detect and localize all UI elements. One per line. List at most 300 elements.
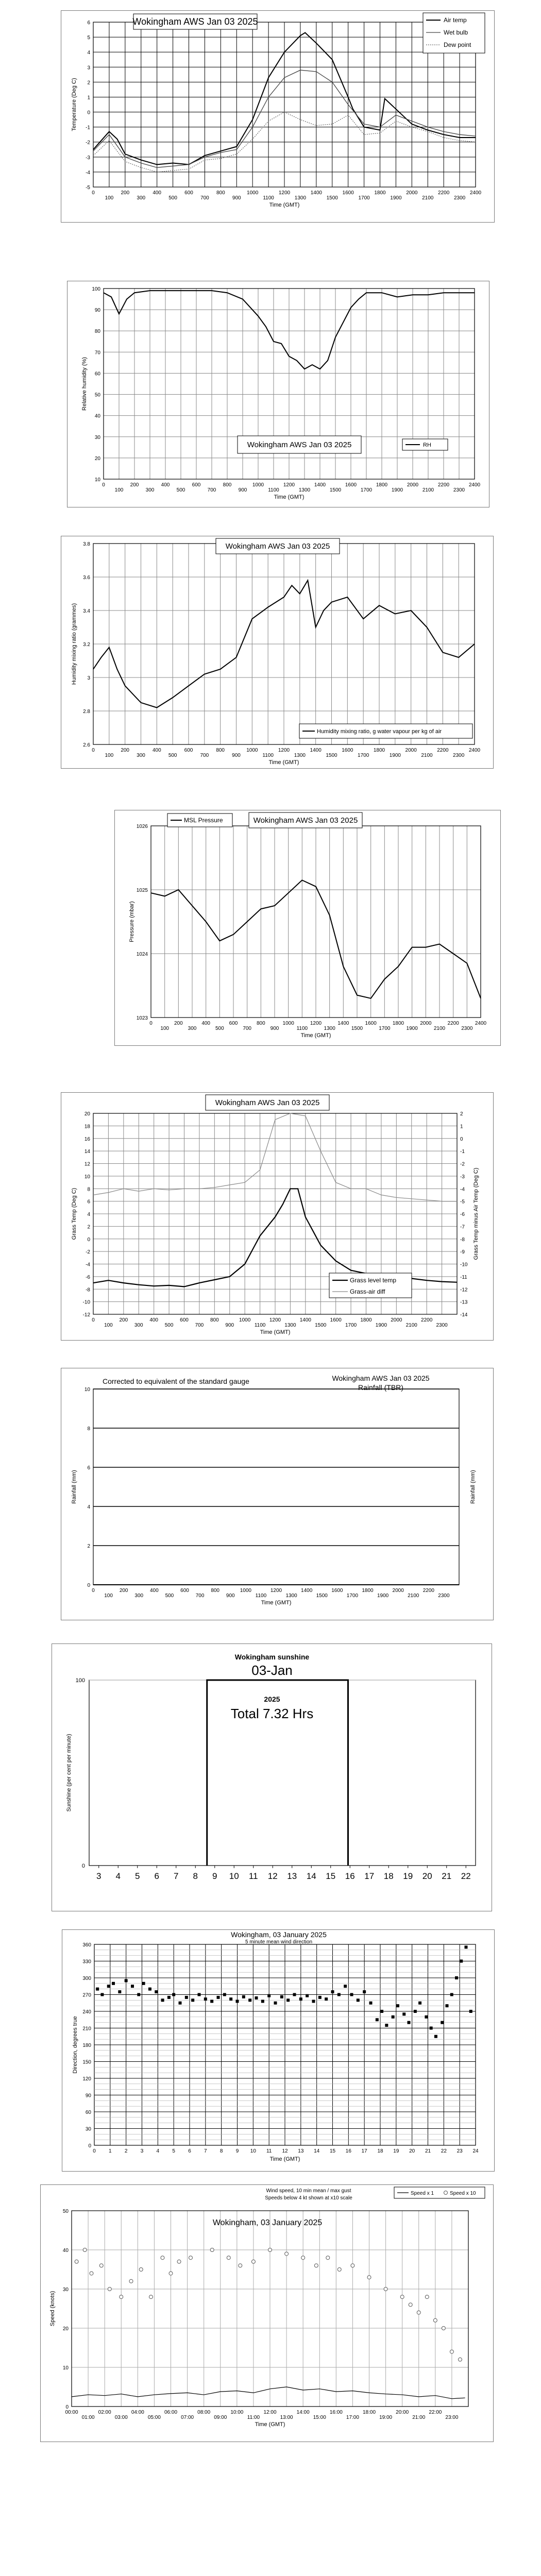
- y-tick-label: 0: [87, 110, 90, 116]
- chart-note: Speeds below 4 kt shown at x10 scale: [265, 2195, 352, 2201]
- chart-note: Corrected to equivalent of the standard gauge: [103, 1377, 249, 1385]
- y-tick-label: 4: [87, 50, 90, 56]
- direction-point: [100, 1993, 104, 1996]
- x-tick-label: 300: [137, 195, 146, 201]
- y-tick-label: 6: [87, 1465, 90, 1471]
- direction-point: [380, 2010, 383, 2013]
- x-tick-label: 1500: [316, 1593, 328, 1599]
- direction-point: [385, 2024, 388, 2027]
- x-tick-label: 1500: [315, 1323, 327, 1328]
- sunshine-chart-panel: [52, 1643, 492, 1911]
- y-tick-label: 330: [82, 1959, 91, 1965]
- speed-x10-point: [367, 2276, 371, 2279]
- direction-point: [299, 1997, 302, 2001]
- y-tick-label: 8: [87, 1187, 90, 1193]
- x-tick-label: 900: [226, 1593, 235, 1599]
- x-tick-label: 300: [134, 1593, 144, 1599]
- x-tick-label: 0: [92, 1588, 95, 1594]
- x-tick-label: 0: [92, 1317, 95, 1323]
- x-tick-label: 1900: [390, 195, 402, 201]
- x-tick-label: 1700: [358, 195, 370, 201]
- x-tick-label: 1300: [285, 1593, 297, 1599]
- x-tick-label: 2300: [436, 1323, 448, 1328]
- x-tick-label: 0: [149, 1021, 153, 1026]
- x-tick-label: 18: [377, 2148, 383, 2154]
- y-axis-label: Rainfall (mm): [71, 1470, 77, 1504]
- x-tick-label: 3: [140, 2148, 144, 2154]
- x-tick-label: 4: [115, 1871, 121, 1881]
- x-tick-label: 1300: [294, 753, 306, 758]
- chart-subtitle: Rainfall (TBR): [358, 1383, 403, 1392]
- x-tick-label: 16: [345, 1871, 355, 1881]
- x-tick-label: 22: [461, 1871, 471, 1881]
- y-right-tick-label: -8: [460, 1236, 465, 1243]
- y-tick-label: 0: [65, 2404, 69, 2410]
- speed-x10-point: [351, 2264, 354, 2267]
- x-tick-label: 2000: [420, 1021, 432, 1026]
- direction-point: [414, 2010, 417, 2013]
- x-tick-label: 5: [172, 2148, 175, 2154]
- x-tick-label: 600: [184, 748, 193, 753]
- direction-point: [191, 1998, 194, 2002]
- y-axis-label: Direction, degrees true: [72, 2016, 78, 2074]
- x-tick-label: 21:00: [412, 2415, 426, 2420]
- speed-x10-point: [149, 2295, 153, 2299]
- x-tick-label: 200: [174, 1021, 183, 1026]
- x-tick-label: 16:00: [329, 2410, 343, 2415]
- y-tick-label: -10: [82, 1299, 90, 1306]
- direction-point: [142, 1982, 145, 1985]
- x-tick-label: 1500: [326, 195, 338, 201]
- x-tick-label: 19: [403, 1871, 413, 1881]
- x-tick-label: 14: [306, 1871, 316, 1881]
- pressure-chart: [115, 810, 501, 1046]
- x-tick-label: 15:00: [313, 2415, 326, 2420]
- legend-label: Air temp: [444, 16, 467, 24]
- x-tick-label: 2100: [421, 753, 433, 758]
- mixing-ratio-chart: [61, 536, 494, 769]
- x-tick-label: 400: [149, 1317, 159, 1323]
- x-tick-label: 6: [154, 1871, 159, 1881]
- chart-title: Wokingham AWS Jan 03 2025: [225, 542, 330, 551]
- x-tick-label: 1800: [376, 482, 388, 488]
- speed-x10-point: [239, 2264, 242, 2267]
- x-tick-label: 2200: [437, 748, 449, 753]
- x-tick-label: 5: [135, 1871, 140, 1881]
- y-right-tick-label: -12: [460, 1287, 468, 1293]
- y-tick-label: 2.6: [83, 742, 90, 748]
- wind-speed-chart: [41, 2185, 494, 2443]
- x-tick-label: 2400: [468, 748, 481, 753]
- x-tick-label: 600: [229, 1021, 238, 1026]
- speed-x10-point: [227, 2256, 230, 2260]
- direction-point: [430, 2027, 433, 2030]
- direction-point: [236, 2000, 239, 2003]
- y-axis-label: Humidity mixing ratio (grammes): [71, 603, 77, 685]
- x-tick-label: 1000: [282, 1021, 294, 1026]
- y-right-axis-label: Rainfall (mm): [470, 1470, 476, 1504]
- x-tick-label: 200: [121, 748, 130, 753]
- direction-point: [441, 2021, 444, 2024]
- x-tick-label: 05:00: [147, 2415, 161, 2420]
- y-tick-label: 20: [62, 2326, 69, 2332]
- temperature-chart-panel: [61, 10, 495, 223]
- y-right-tick-label: -9: [460, 1249, 465, 1256]
- x-tick-label: 700: [200, 195, 209, 201]
- x-tick-label: 1100: [262, 753, 274, 758]
- x-tick-label: 08:00: [197, 2410, 211, 2415]
- y-tick-label: 0: [81, 1863, 85, 1869]
- speed-x10-point: [337, 2268, 341, 2272]
- x-tick-label: 02:00: [98, 2410, 111, 2415]
- x-tick-label: 400: [149, 1588, 159, 1594]
- x-tick-label: 300: [137, 753, 145, 758]
- x-tick-label: 18:00: [362, 2410, 376, 2415]
- x-tick-label: 1300: [284, 1323, 296, 1328]
- x-tick-label: 1200: [278, 190, 291, 196]
- speed-x10-point: [161, 2256, 164, 2260]
- x-tick-label: 1000: [239, 1317, 251, 1323]
- x-tick-label: 16: [345, 2148, 351, 2154]
- y-tick-label: 50: [62, 2209, 69, 2214]
- total-label: Total 7.32 Hrs: [230, 1706, 314, 1721]
- x-tick-label: 7: [174, 1871, 179, 1881]
- y-right-tick-label: -5: [460, 1199, 465, 1205]
- x-tick-label: 23:00: [445, 2415, 459, 2420]
- y-axis-label: Relative humidity (%): [81, 357, 88, 411]
- x-tick-label: 04:00: [131, 2410, 144, 2415]
- x-tick-label: 24: [472, 2148, 479, 2154]
- speed-x10-point: [129, 2279, 133, 2283]
- date-label: 03-Jan: [251, 1663, 293, 1678]
- direction-point: [408, 2021, 411, 2024]
- chart-title: Wokingham AWS Jan 03 2025: [132, 16, 258, 27]
- y-tick-label: 50: [94, 392, 100, 398]
- y-tick-label: 120: [82, 2076, 91, 2082]
- x-tick-label: 2300: [453, 195, 466, 201]
- y-tick-label: 3.4: [83, 608, 90, 614]
- direction-point: [125, 1979, 128, 1982]
- y-tick-label: -2: [86, 1249, 90, 1256]
- direction-point: [350, 1993, 353, 1996]
- humidity-chart-panel: [67, 281, 489, 507]
- y-right-tick-label: -7: [460, 1224, 465, 1230]
- x-tick-label: 800: [223, 482, 232, 488]
- direction-point: [286, 1998, 290, 2002]
- speed-x10-point: [210, 2248, 214, 2252]
- x-tick-label: 400: [153, 190, 162, 196]
- x-tick-label: 400: [152, 748, 161, 753]
- x-tick-label: 200: [119, 1317, 128, 1323]
- direction-point: [148, 1988, 151, 1991]
- x-tick-label: 900: [238, 487, 247, 493]
- x-tick-label: 1400: [337, 1021, 349, 1026]
- x-tick-label: 6: [188, 2148, 191, 2154]
- x-tick-label: 22: [441, 2148, 447, 2154]
- direction-point: [325, 1997, 328, 2001]
- y-tick-label: 60: [85, 2110, 91, 2115]
- x-tick-label: 1600: [331, 1588, 343, 1594]
- speed-x10-point: [177, 2260, 181, 2263]
- x-tick-label: 2000: [391, 1317, 402, 1323]
- y-tick-label: 30: [94, 434, 100, 440]
- y-tick-label: 2: [87, 80, 90, 86]
- direction-point: [402, 2012, 405, 2015]
- x-tick-label: 18: [383, 1871, 394, 1881]
- direction-point: [155, 1990, 158, 1993]
- y-right-tick-label: 0: [460, 1136, 463, 1142]
- x-tick-label: 06:00: [164, 2410, 178, 2415]
- x-tick-label: 0: [92, 748, 95, 753]
- x-tick-label: 1900: [389, 753, 401, 758]
- x-tick-label: 10: [250, 2148, 256, 2154]
- x-tick-label: 1: [109, 2148, 112, 2154]
- speed-x10-point: [75, 2260, 78, 2263]
- x-axis-label: Time (GMT): [255, 2421, 285, 2428]
- x-tick-label: 14:00: [296, 2410, 310, 2415]
- x-tick-label: 21: [425, 2148, 431, 2154]
- x-tick-label: 15: [326, 1871, 336, 1881]
- y-tick-label: 150: [82, 2059, 91, 2065]
- speed-x10-point: [314, 2264, 318, 2267]
- x-tick-label: 14: [314, 2148, 320, 2154]
- x-tick-label: 800: [216, 748, 225, 753]
- x-tick-label: 1800: [362, 1588, 374, 1594]
- x-tick-label: 7: [204, 2148, 207, 2154]
- x-tick-label: 3: [96, 1871, 102, 1881]
- direction-point: [242, 1995, 245, 1998]
- x-tick-label: 1200: [270, 1588, 282, 1594]
- x-tick-label: 2400: [468, 482, 481, 488]
- x-tick-label: 1600: [342, 190, 354, 196]
- x-tick-label: 2100: [433, 1026, 446, 1031]
- x-tick-label: 2000: [407, 482, 419, 488]
- wind-speed-chart-panel: [40, 2184, 494, 2442]
- y-tick-label: 70: [94, 350, 100, 356]
- y-tick-label: 0: [87, 1583, 90, 1588]
- x-tick-label: 9: [212, 1871, 217, 1881]
- direction-point: [280, 1995, 283, 1998]
- x-tick-label: 800: [211, 1588, 220, 1594]
- x-tick-label: 20: [422, 1871, 432, 1881]
- x-tick-label: 12:00: [263, 2410, 277, 2415]
- x-tick-label: 200: [130, 482, 139, 488]
- x-tick-label: 1000: [252, 482, 264, 488]
- y-tick-label: -3: [86, 155, 90, 161]
- y-tick-label: 3: [87, 675, 90, 681]
- x-tick-label: 900: [232, 753, 241, 758]
- x-tick-label: 1700: [358, 753, 369, 758]
- x-tick-label: 2100: [422, 195, 434, 201]
- y-tick-label: 1: [87, 95, 90, 101]
- x-tick-label: 07:00: [181, 2415, 194, 2420]
- legend-label: Grass-air diff: [350, 1288, 385, 1295]
- x-tick-label: 2300: [453, 753, 465, 758]
- plot-area-border: [93, 1389, 459, 1585]
- x-tick-label: 1400: [301, 1588, 313, 1594]
- direction-point: [337, 1993, 341, 1996]
- direction-point: [131, 1985, 134, 1988]
- x-tick-label: 0: [102, 482, 105, 488]
- y-tick-label: 100: [75, 1677, 85, 1684]
- direction-point: [455, 1976, 458, 1979]
- x-tick-label: 300: [145, 487, 155, 493]
- x-tick-label: 700: [195, 1593, 205, 1599]
- direction-point: [274, 2002, 277, 2005]
- x-tick-label: 1800: [373, 748, 385, 753]
- chart-subtitle: 5 minute mean wind direction: [245, 1939, 313, 1945]
- x-tick-label: 17: [361, 2148, 367, 2154]
- legend-swatch: [444, 2191, 448, 2195]
- direction-point: [172, 1993, 175, 1996]
- speed-x10-point: [99, 2264, 103, 2267]
- x-tick-label: 1900: [375, 1323, 387, 1328]
- x-tick-label: 2300: [453, 487, 465, 493]
- y-axis-label: Temperature (Deg C): [71, 78, 77, 131]
- x-tick-label: 11: [248, 1871, 258, 1881]
- y-right-tick-label: -11: [460, 1274, 467, 1280]
- y-right-tick-label: -3: [460, 1174, 465, 1180]
- direction-point: [161, 1998, 164, 2002]
- x-tick-label: 800: [210, 1317, 219, 1323]
- x-tick-label: 900: [232, 195, 241, 201]
- y-tick-label: 2: [87, 1224, 90, 1230]
- y-right-tick-label: 2: [460, 1111, 463, 1117]
- x-tick-label: 1700: [360, 487, 373, 493]
- x-tick-label: 2000: [405, 748, 417, 753]
- x-axis-label: Time (GMT): [274, 494, 305, 500]
- x-tick-label: 17: [364, 1871, 375, 1881]
- x-tick-label: 1100: [254, 1323, 266, 1328]
- legend-label: Wet bulb: [444, 29, 468, 36]
- x-tick-label: 500: [215, 1026, 224, 1031]
- y-tick-label: 1024: [136, 952, 148, 957]
- x-tick-label: 09:00: [214, 2415, 227, 2420]
- direction-point: [118, 1990, 121, 1993]
- y-right-tick-label: -2: [460, 1161, 465, 1167]
- y-tick-label: 3.8: [83, 541, 90, 547]
- y-tick-label: -12: [82, 1312, 90, 1318]
- x-tick-label: 1700: [346, 1593, 359, 1599]
- direction-point: [261, 2000, 264, 2003]
- legend-label: Humidity mixing ratio, g water vapour per kg of air: [317, 728, 442, 735]
- direction-point: [396, 2004, 399, 2007]
- y-tick-label: 6: [87, 1199, 90, 1205]
- temperature-chart: [61, 11, 495, 223]
- y-axis-label: Speed (knots): [49, 2291, 56, 2327]
- y-tick-label: 20: [94, 455, 100, 462]
- y-tick-label: 1023: [136, 1015, 148, 1021]
- x-tick-label: 13: [287, 1871, 297, 1881]
- direction-point: [357, 1998, 360, 2002]
- x-tick-label: 9: [235, 2148, 239, 2154]
- y-tick-label: 360: [82, 1942, 91, 1948]
- chart-title: Wokingham AWS Jan 03 2025: [215, 1098, 320, 1107]
- x-tick-label: 1600: [365, 1021, 377, 1026]
- x-axis-label: Time (GMT): [300, 1032, 331, 1039]
- x-tick-label: 1700: [379, 1026, 391, 1031]
- legend-label: RH: [423, 442, 431, 448]
- x-tick-label: 1300: [324, 1026, 335, 1031]
- direction-point: [255, 1996, 258, 1999]
- x-tick-label: 2300: [438, 1593, 450, 1599]
- speed-x10-point: [417, 2311, 420, 2314]
- speed-x10-point: [425, 2295, 429, 2299]
- y-right-tick-label: -1: [460, 1149, 465, 1155]
- direction-point: [465, 1945, 468, 1948]
- x-tick-label: 100: [104, 1323, 113, 1328]
- wind-direction-chart: [62, 1930, 495, 2172]
- direction-point: [137, 1993, 140, 1996]
- x-tick-label: 2100: [422, 487, 434, 493]
- direction-point: [446, 2004, 449, 2007]
- x-tick-label: 10:00: [230, 2410, 244, 2415]
- direction-point: [223, 1993, 226, 1996]
- humidity-chart: [67, 281, 490, 508]
- chart-title: Wokingham AWS Jan 03 2025: [247, 440, 352, 449]
- x-tick-label: 1800: [374, 190, 386, 196]
- legend-label: MSL Pressure: [184, 817, 223, 824]
- x-tick-label: 01:00: [81, 2415, 95, 2420]
- direction-point: [418, 2002, 421, 2005]
- x-tick-label: 600: [180, 1317, 189, 1323]
- x-tick-label: 200: [121, 190, 130, 196]
- y-axis-label: Grass Temp (Deg C): [71, 1188, 77, 1240]
- y-tick-label: 10: [62, 2365, 69, 2371]
- x-tick-label: 00:00: [65, 2410, 78, 2415]
- y-tick-label: 18: [84, 1124, 90, 1130]
- y-tick-label: -6: [86, 1274, 90, 1280]
- x-tick-label: 1500: [351, 1026, 363, 1031]
- x-tick-label: 1800: [360, 1317, 372, 1323]
- x-tick-label: 13:00: [280, 2415, 293, 2420]
- x-axis-label: Time (GMT): [269, 202, 300, 208]
- x-tick-label: 10: [229, 1871, 239, 1881]
- x-tick-label: 700: [207, 487, 216, 493]
- y-axis-label: Sunshine (per cent per minute): [66, 1734, 72, 1812]
- direction-point: [107, 1985, 110, 1988]
- x-tick-label: 20: [409, 2148, 415, 2154]
- speed-x10-point: [169, 2272, 173, 2275]
- x-tick-label: 2200: [447, 1021, 459, 1026]
- x-tick-label: 2100: [405, 1323, 417, 1328]
- speed-x10-point: [442, 2327, 445, 2330]
- x-tick-label: 2000: [392, 1588, 404, 1594]
- speed-x10-point: [108, 2287, 111, 2291]
- y-tick-label: 90: [85, 2093, 91, 2099]
- x-tick-label: 900: [225, 1323, 234, 1328]
- y-tick-label: 0: [87, 1236, 90, 1243]
- x-tick-label: 12: [267, 1871, 278, 1881]
- x-tick-label: 2100: [408, 1593, 419, 1599]
- direction-point: [318, 1996, 322, 1999]
- legend-label: Speed x 1: [411, 2191, 434, 2196]
- x-tick-label: 8: [219, 2148, 223, 2154]
- direction-point: [376, 2018, 379, 2021]
- x-tick-label: 500: [165, 1593, 174, 1599]
- rainfall-chart-panel: [61, 1368, 494, 1620]
- chart-title: Wokingham, 03 January 2025: [212, 2218, 323, 2227]
- x-tick-label: 100: [104, 1593, 113, 1599]
- speed-x1-series-line: [72, 2387, 465, 2399]
- x-tick-label: 03:00: [114, 2415, 128, 2420]
- direction-point: [425, 2015, 428, 2019]
- y-tick-label: 1026: [136, 824, 148, 829]
- y-tick-label: -4: [86, 1262, 90, 1268]
- y-right-axis-label: Grass Temp minus Air Temp (Deg C): [473, 1167, 479, 1260]
- x-tick-label: 1000: [240, 1588, 251, 1594]
- speed-x10-point: [90, 2272, 93, 2275]
